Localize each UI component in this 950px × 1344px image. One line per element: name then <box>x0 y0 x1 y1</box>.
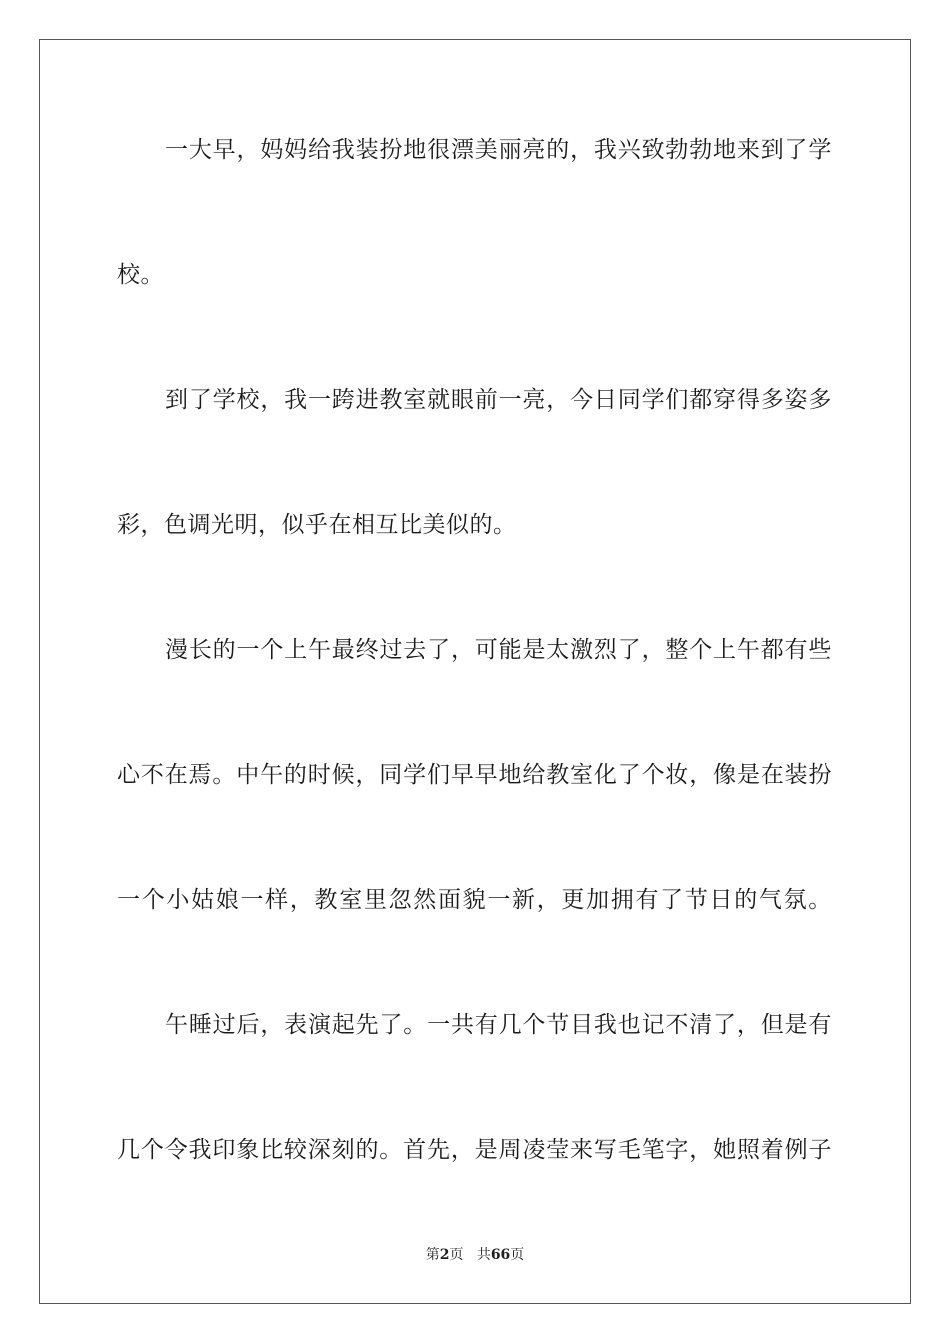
footer-total-pages: 66 <box>490 1247 511 1263</box>
text-line-6: 心 不 在 焉 。 中 午 的 时 候 ， 同 学 们 早 早 地 给 教 室 化 了 个 妆 ， 像 是 在 装 扮 <box>117 762 832 788</box>
footer-prefix: 第 <box>425 1247 440 1263</box>
page-footer <box>0 1244 950 1264</box>
footer-page-suffix: 页 <box>449 1247 464 1263</box>
text-line-5: 漫 长 的 一 个 上 午 最 终 过 去 了 ， 可 能 是 太 激 烈 了 ， 整 个 上 午 都 有 些 <box>165 637 832 663</box>
text-line-8: 午 睡 过 后 ， 表 演 起 先 了 。 一 共 有 几 个 节 目 我 也 记 不 清 了 ， 但 是 有 <box>165 1012 832 1038</box>
text-line-3: 到 了 学 校 ， 我 一 跨 进 教 室 就 眼 前 一 亮 ， 今 日 同 学 们 都 穿 得 多 姿 多 <box>165 387 832 413</box>
text-line-2: 校。 <box>117 262 164 288</box>
text-line-4: 彩，色调光明，似乎在相互比美似的。 <box>117 512 517 538</box>
footer-page-number: 2 <box>439 1247 450 1263</box>
footer-total-suffix: 页 <box>510 1247 525 1263</box>
text-line-7: 一 个 小 姑 娘 一 样 ， 教 室 里 忽 然 面 貌 一 新 ， 更 加 拥 有 了 节 日 的 气 氛 。 <box>117 887 832 913</box>
footer-total-prefix: 共 <box>476 1247 491 1263</box>
page-border <box>39 39 911 1304</box>
text-line-9: 几 个 令 我 印 象 比 较 深 刻 的 。 首 先 ， 是 周 凌 莹 来 写 毛 笔 字 ， 她 照 着 例 子 <box>117 1137 832 1163</box>
text-line-1: 一 大 早 ， 妈 妈 给 我 装 扮 地 很 漂 美 丽 亮 的 ， 我 兴 致 勃 勃 地 来 到 了 学 <box>165 137 832 163</box>
